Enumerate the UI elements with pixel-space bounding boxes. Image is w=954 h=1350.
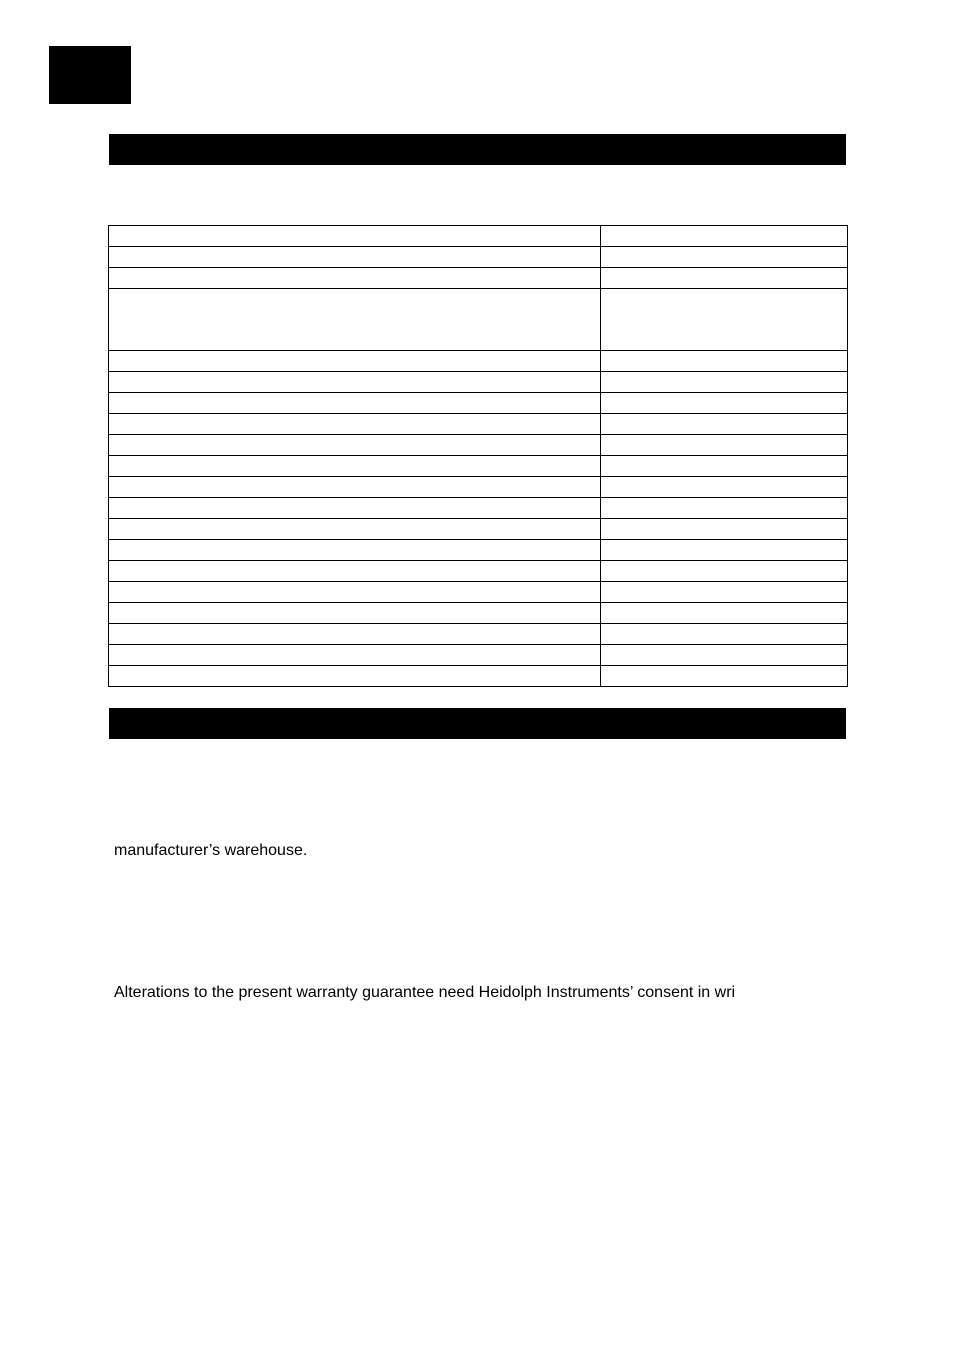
table-cell-value [601, 247, 848, 268]
table-cell-label [109, 645, 601, 666]
table-cell-label [109, 268, 601, 289]
table-row [109, 645, 848, 666]
table-cell-label [109, 519, 601, 540]
table-cell-label [109, 498, 601, 519]
table-row [109, 393, 848, 414]
table-cell-value [601, 624, 848, 645]
table-row [109, 624, 848, 645]
table-cell-label [109, 624, 601, 645]
table-cell-label [109, 247, 601, 268]
table-cell-value [601, 456, 848, 477]
table-cell-value [601, 226, 848, 247]
table-row [109, 414, 848, 435]
table-cell-label [109, 414, 601, 435]
warranty-text-line-2: Alterations to the present warranty guarantee need Heidolph Instruments’ consent in wri [114, 984, 736, 1001]
table-cell-value [601, 603, 848, 624]
table-row [109, 372, 848, 393]
table-row [109, 498, 848, 519]
table-cell-value [601, 666, 848, 687]
table-cell-value [601, 414, 848, 435]
table-cell-label [109, 393, 601, 414]
table-cell-label [109, 351, 601, 372]
table-cell-value [601, 372, 848, 393]
table-cell-value [601, 540, 848, 561]
table-cell-value [601, 351, 848, 372]
table-cell-label [109, 582, 601, 603]
section-header-bar-specifications [109, 134, 846, 165]
table-cell-label [109, 477, 601, 498]
table-row [109, 456, 848, 477]
specifications-table [108, 225, 848, 687]
specifications-table-body [109, 226, 848, 687]
table-row [109, 226, 848, 247]
table-cell-label [109, 372, 601, 393]
page-corner-marker [49, 46, 131, 104]
table-cell-value [601, 645, 848, 666]
table-cell-value [601, 435, 848, 456]
table-cell-value [601, 519, 848, 540]
table-cell-value [601, 393, 848, 414]
table-cell-value [601, 582, 848, 603]
table-cell-value [601, 561, 848, 582]
table-row [109, 268, 848, 289]
table-cell-value [601, 289, 848, 351]
warranty-text-line-1: manufacturer’s warehouse. [114, 842, 308, 859]
table-cell-label [109, 603, 601, 624]
table-cell-label [109, 540, 601, 561]
table-row [109, 351, 848, 372]
table-row [109, 247, 848, 268]
table-cell-value [601, 498, 848, 519]
table-cell-label [109, 289, 601, 351]
section-header-bar-warranty [109, 708, 846, 739]
table-row [109, 666, 848, 687]
table-cell-label [109, 226, 601, 247]
table-cell-label [109, 666, 601, 687]
table-row [109, 477, 848, 498]
table-cell-label [109, 435, 601, 456]
table-row [109, 582, 848, 603]
table-row [109, 603, 848, 624]
table-cell-value [601, 477, 848, 498]
table-row [109, 289, 848, 351]
table-cell-label [109, 561, 601, 582]
table-cell-label [109, 456, 601, 477]
table-row [109, 540, 848, 561]
table-row [109, 519, 848, 540]
table-cell-value [601, 268, 848, 289]
table-row [109, 561, 848, 582]
table-row [109, 435, 848, 456]
